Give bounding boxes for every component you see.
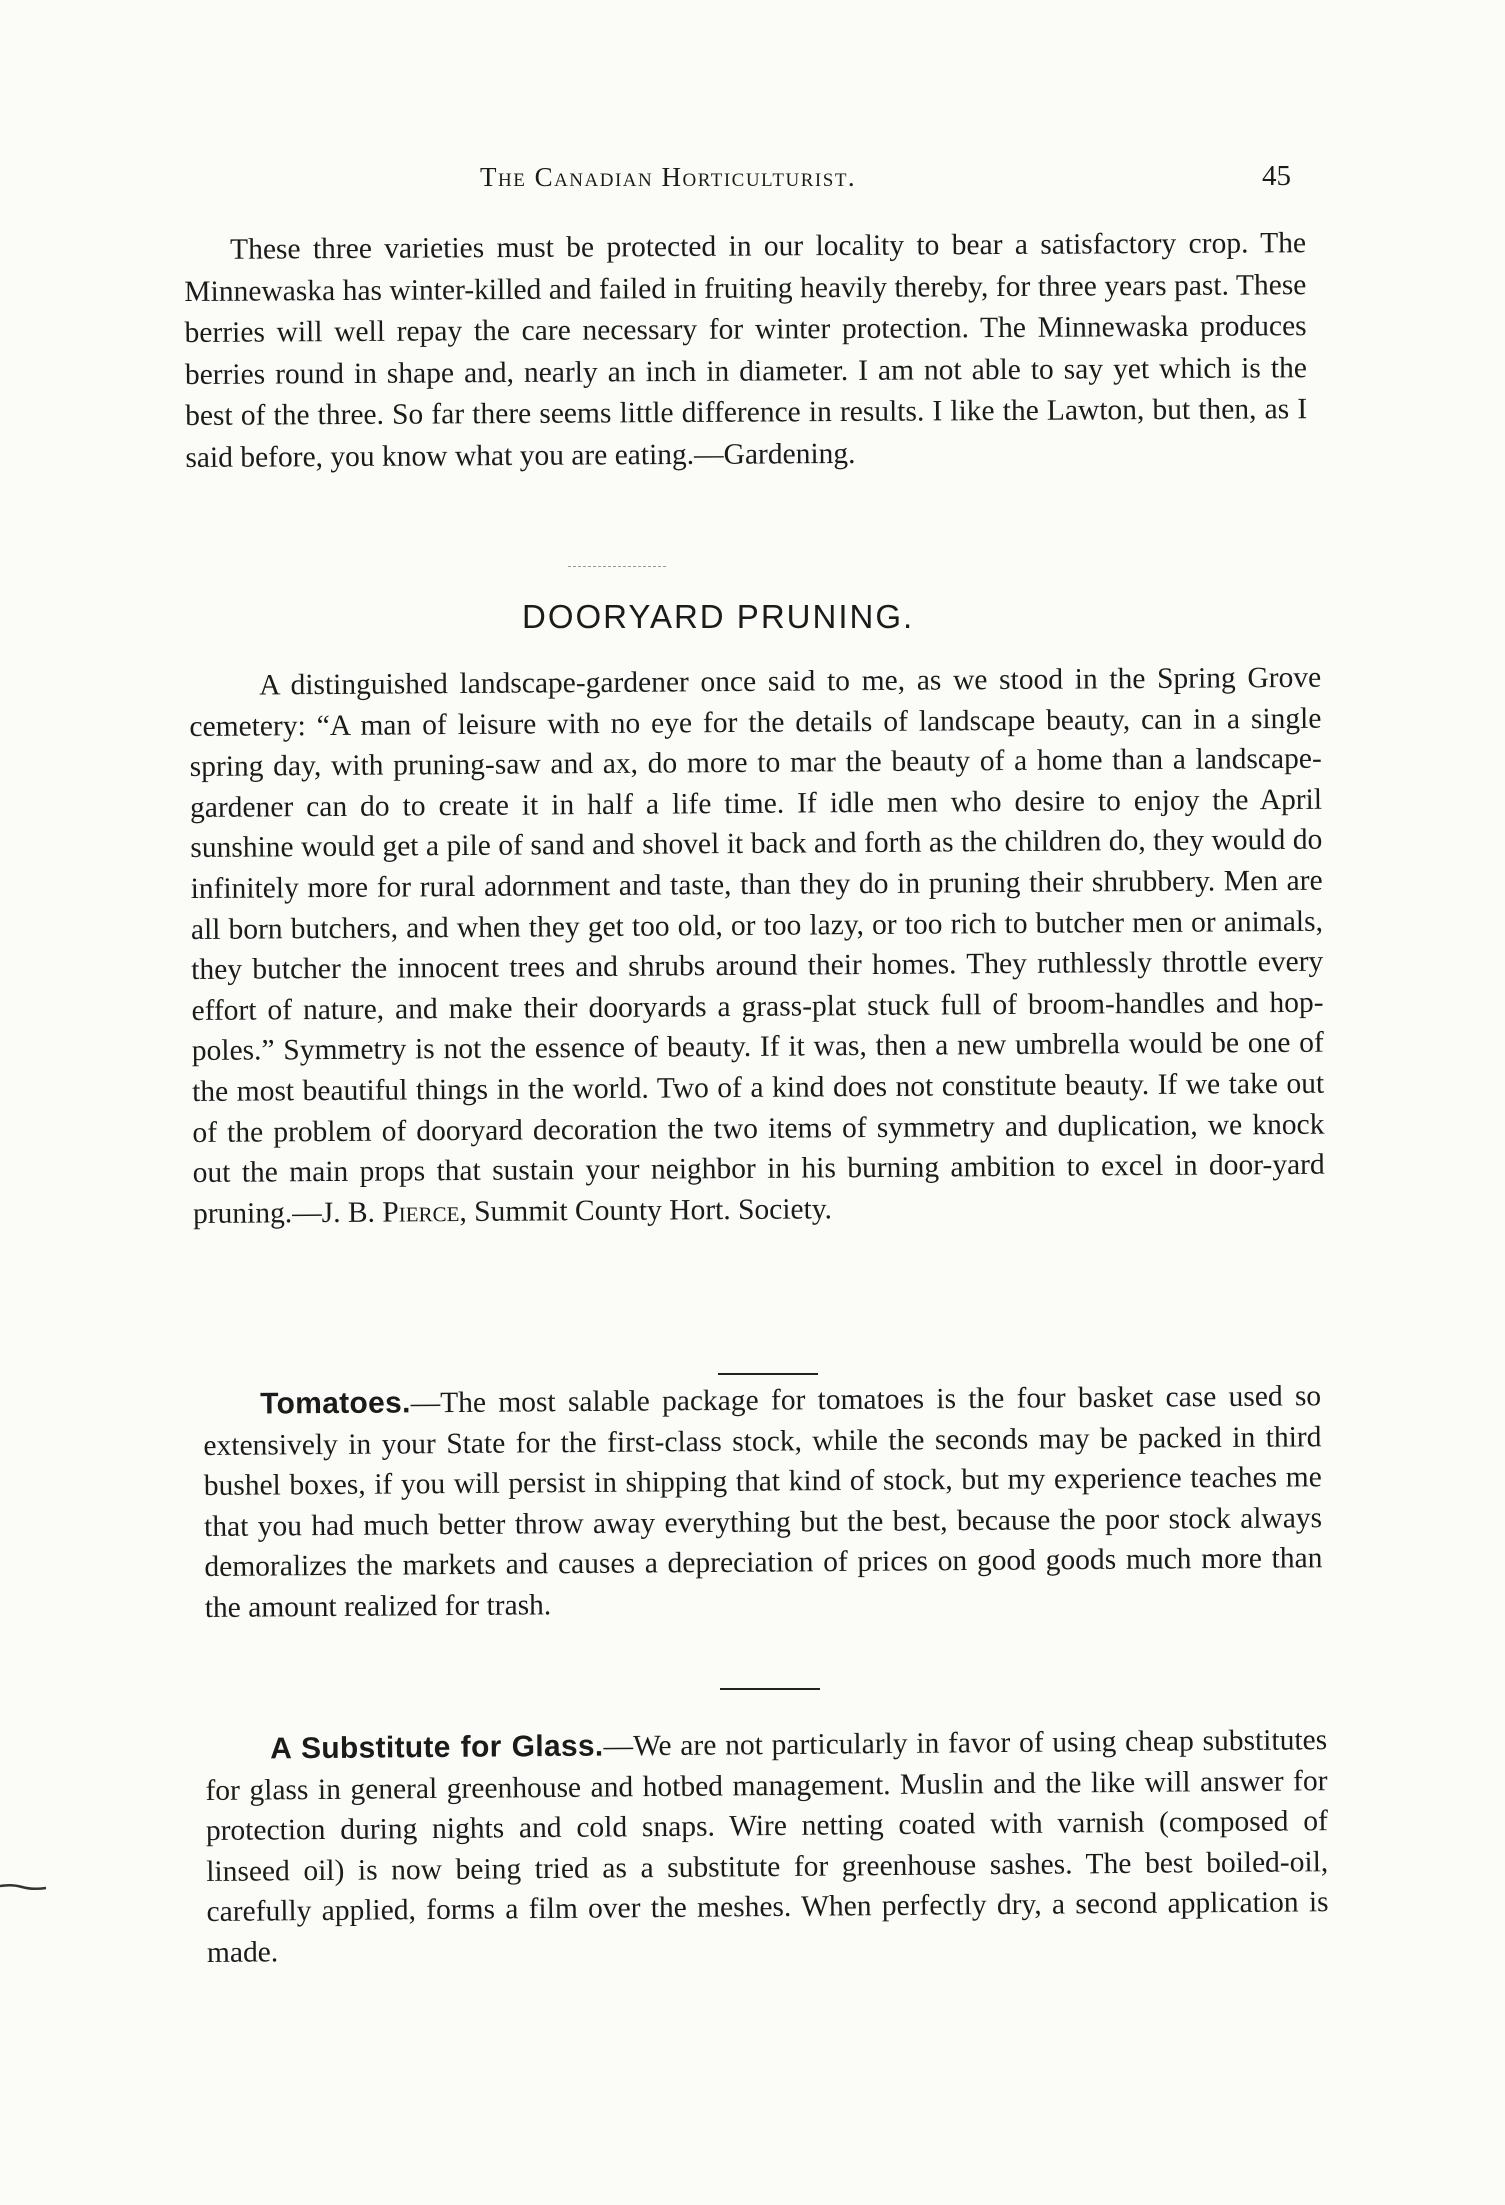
- margin-ink-mark: [0, 1882, 48, 1892]
- separator-rule: [720, 1688, 820, 1690]
- tomatoes-lead-in: Tomatoes.: [260, 1386, 411, 1421]
- article-signature-author: J. B. Pierce,: [321, 1195, 467, 1229]
- section-divider: [568, 566, 666, 567]
- page-number: 45: [1262, 160, 1291, 192]
- tomatoes-body: —The most salable package for tomatoes is the four basket case used so extensively in your State for the first-class stock, while the seconds may be packed in third bushel boxes, if you will persist in shipping that kind of stock, but my experience teaches me that you had much better throw away everything but the best, because the poor stock always demoralizes the markets and causes a depreciation of prices on good goods much more than the amount realized for trash.: [203, 1380, 1323, 1624]
- separator-rule: [718, 1373, 818, 1375]
- intro-paragraph: These three varieties must be protected in our locality to bear a satisfactory crop. The Minnewaska has winter-killed and failed in fruiting heavily thereby, for three years past. These berries will well repay the care necessary for winter protection. The Minnewaska produces berries round in shape and, nearly an inch in diameter. I am not able to say yet which is the best of the three. So far there seems little difference in results. I like the Lawton, but then, as I said before, you know what you are eating.—Gardening.: [184, 227, 1308, 474]
- tomatoes-paragraph: [203, 1376, 1323, 1628]
- glass-substitute-lead-in: A Substitute for Glass.: [270, 1729, 604, 1766]
- running-head-title: The Canadian Horticulturist.: [480, 162, 857, 192]
- article-body: [189, 658, 1325, 1235]
- article-body-text: A distinguished landscape-gardener once said to me, as we stood in the Spring Grove cemetery: “A man of leisure with no eye for the details of landscape beauty, can in a single spring day, with pruning-saw and ax, do more to mar the beauty of a home than a landscape-gardener can do to create it in half a life time. If idle men who desire to enjoy the April sunshine would get a pile of sand and shovel it back and forth as the children do, they would do infinitely more for rural adornment and taste, than they do in pruning their shrubbery. Men are all born butchers, and when they get too old, or too lazy, or too rich to butcher men or animals, they butcher the innocent trees and shrubs around their homes. They ruthlessly throttle every effort of nature, and make their dooryards a grass-plat stuck full of broom-handles and hop-poles.” Symmetry is not the essence of beauty. If it was, then a new umbrella would be one of the most beautiful things in the world. Two of a kind does not constitute beauty. If we take out of the problem of dooryard decoration the two items of symmetry and duplication, we knock out the main props that sustain your neighbor in his burning ambition to excel in door-yard pruning.—: [189, 661, 1325, 1230]
- article-heading: DOORYARD PRUNING.: [522, 598, 915, 635]
- glass-substitute-body: —We are not particularly in favor of using cheap substitutes for glass in general greenhouse and hotbed management. Muslin and the like will answer for protection during nights and cold snaps. Wire netting coated with varnish (composed of linseed oil) is now being tried as a substitute for greenhouse sashes. The best boiled-oil, carefully applied, forms a film over the meshes. When perfectly dry, a second application is made.: [205, 1724, 1329, 1969]
- glass-substitute-paragraph: [205, 1720, 1329, 1973]
- article-signature-society: Summit County Hort. Society.: [466, 1193, 833, 1228]
